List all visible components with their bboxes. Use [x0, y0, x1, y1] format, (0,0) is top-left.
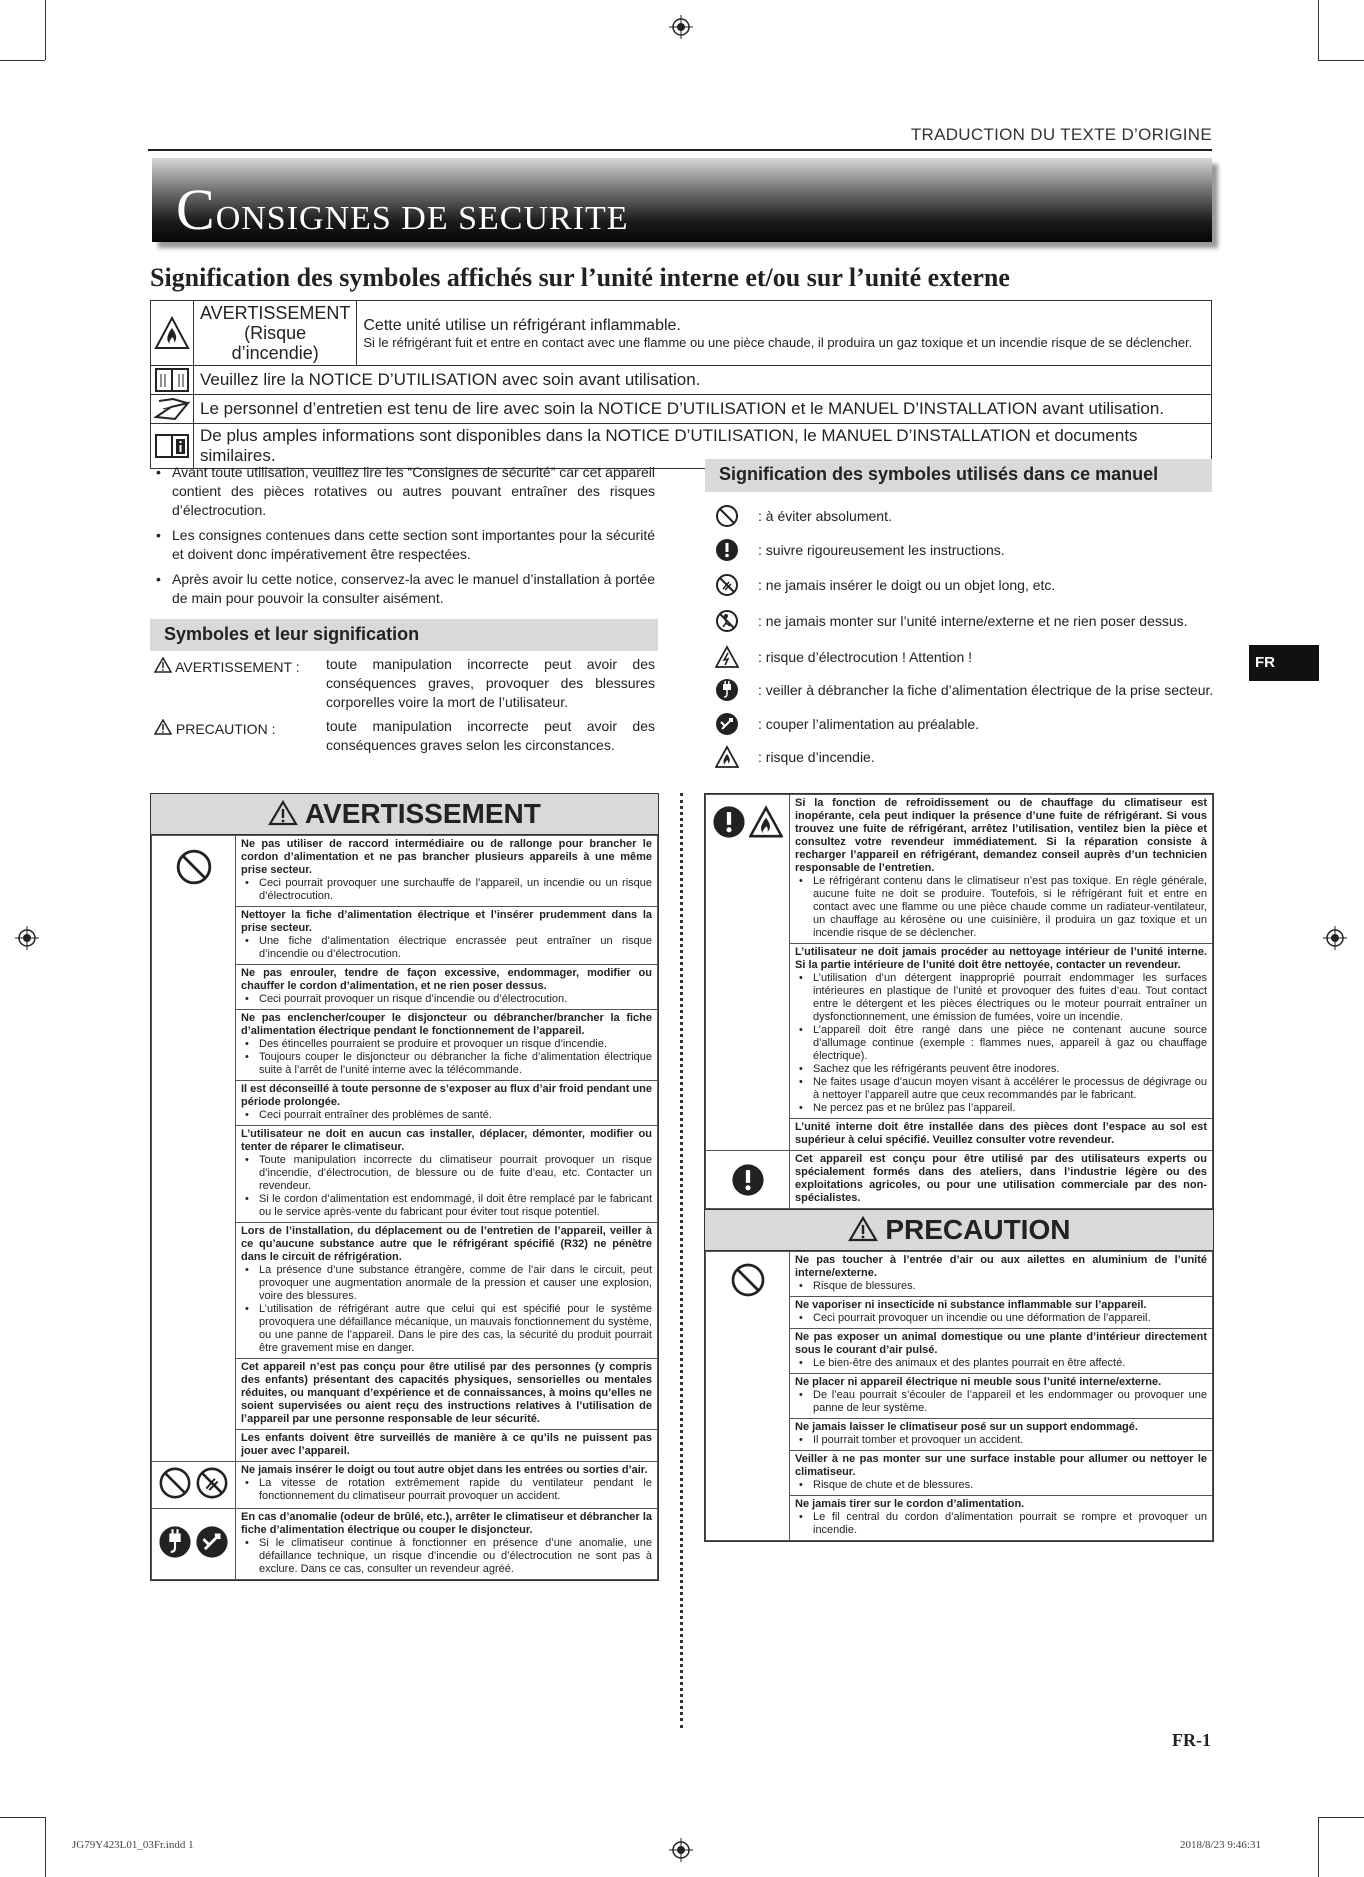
warning-sublabel: (Risque d’incendie): [231, 323, 319, 363]
manual-symbol-text: : veiller à débrancher la fiche d’alimentation électrique de la prise secteur.: [758, 682, 1214, 698]
prohibited-icon: [175, 848, 213, 886]
list-item: • Si le cordon d’alimentation est endommagé, il doit être remplacé par le fabricant ou le service après-vente du fabricant pour éviter tout risque potentiel.: [259, 1193, 652, 1219]
table-cell: [151, 395, 194, 424]
manual-symbol-text: : à éviter absolument.: [758, 508, 892, 524]
caution-symbol-label: [154, 719, 275, 737]
warning-heading: En cas d’anomalie (odeur de brûlé, etc.), arrêter le climatiseur et débrancher la fiche d’alimentation électrique ou couper le disjoncteur.: [241, 1511, 652, 1536]
footer-timestamp: 2018/8/23 9:46:31: [1180, 1839, 1261, 1851]
warning-table: [151, 835, 658, 1580]
caution-heading: Ne pas toucher à l’entrée d’air ou aux ailettes en aluminium de l’unité interne/externe.: [795, 1254, 1207, 1279]
table-row: [706, 1252, 1213, 1297]
no-climbing-icon: [715, 609, 739, 633]
warning-symbol-label: [154, 657, 300, 675]
unplug-icon: [715, 678, 739, 702]
list-item: • Le réfrigérant contenu dans le climatiseur n’est pas toxique. En règle générale, aucune fuite ne doit se produire. Toutefois, si le réfrigérant fuit et entre en contact avec une flamme ou une pièce chaude comme un radiateur-ventilateur, un chauffage au kérosène ou une cuisinière, il produira un gaz toxique et un incendie risque de se déclencher.: [813, 875, 1207, 940]
table-cell: [357, 301, 1212, 366]
list-item: • Les consignes contenues dans cette section sont importantes pour la sécurité et doivent donc impérativement être respectées.: [172, 526, 655, 564]
warning-label: AVERTISSEMENT: [200, 303, 351, 323]
warning-heading: Cet appareil n’est pas conçu pour être utilisé par des personnes (y compris des enfants) présentant des capacités physiques, sensorielles ou mentales réduites, ou manquant d’expérience et de connaissances, à moins qu’elles ne soient supervisées ou aient reçu des instructions relatives à l’utilisation de l’appareil par une personne responsable de leur sécurité.: [241, 1361, 652, 1425]
unplug-icon: [158, 1525, 192, 1559]
warning-box-header: [151, 794, 658, 835]
manual-symbol-text: : risque d’incendie.: [758, 749, 875, 765]
warning-box-continued: [704, 793, 1214, 1542]
row-text: Le personnel d’entretien est tenu de lire avec soin la NOTICE D’UTILISATION et le MANUEL D’INSTALLATION avant utilisation.: [194, 395, 1212, 424]
info-manual-icon: [153, 432, 191, 460]
manual-symbol-text: : risque d’électrocution ! Attention !: [758, 649, 973, 665]
caution-label-text: PRECAUTION :: [175, 721, 276, 737]
manual-symbol-text: : ne jamais monter sur l’unité interne/externe et ne rien poser dessus.: [758, 613, 1188, 629]
table-row: [151, 395, 1212, 424]
warning-text: Cette unité utilise un réfrigérant inflammable.: [363, 316, 681, 334]
warning-triangle-icon: [154, 657, 172, 673]
language-tab[interactable]: FR: [1249, 645, 1319, 681]
warning-heading: Ne jamais insérer le doigt ou tout autre objet dans les entrées ou sorties d’air.: [241, 1464, 648, 1476]
manual-symbol-text: : ne jamais insérer le doigt ou un objet long, etc.: [758, 577, 1056, 593]
table-cell: [790, 944, 1213, 1119]
mandatory-icon: [731, 1163, 765, 1197]
table-cell: [706, 795, 790, 1151]
list-item: • Une fiche d’alimentation électrique encrassée peut entraîner un risque d’incendie ou d’électrocution.: [259, 935, 652, 961]
list-item: • Ceci pourrait provoquer un incendie ou une déformation de l’appareil.: [813, 1312, 1207, 1325]
registration-mark-icon: [669, 1838, 693, 1862]
warning-heading: L’utilisateur ne doit en aucun cas installer, déplacer, démonter, modifier ou tenter de réparer le climatiseur.: [241, 1128, 652, 1153]
warning-heading: Ne pas enrouler, tendre de façon excessive, endommager, modifier ou chauffer le cordon d’alimentation, et ne rien poser dessus.: [241, 967, 652, 992]
page-title-initial: C: [176, 177, 216, 242]
table-cell: [790, 1119, 1213, 1151]
no-finger-insert-icon: [715, 573, 739, 597]
table-cell: [236, 907, 658, 965]
table-cell: [236, 1430, 658, 1462]
warning-detail: Si le réfrigérant fuit et entre en contact avec une flamme ou une pièce chaude, il produira un gaz toxique et un incendie risque de se déclencher.: [363, 334, 1193, 350]
intro-list: [150, 463, 655, 614]
table-cell: [790, 1329, 1213, 1374]
warning-triangle-icon: [268, 800, 298, 826]
list-item: • Le bien-être des animaux et des plantes pourrait en être affecté.: [813, 1357, 1207, 1370]
warning-heading: Ne pas enclencher/couper le disjoncteur ou débrancher/brancher la fiche d’alimentation électrique pendant le fonctionnement de l’appareil.: [241, 1012, 652, 1037]
table-cell: [790, 1297, 1213, 1329]
table-cell: [151, 366, 194, 395]
list-item: • La présence d’une substance étrangère, comme de l’air dans le circuit, peut provoquer une augmentation anormale de la pression et causer une explosion, voire des blessures.: [259, 1264, 652, 1303]
caution-heading: Ne jamais tirer sur le cordon d’alimentation.: [795, 1498, 1025, 1510]
manual-symbols-heading: Signification des symboles utilisés dans ce manuel: [705, 459, 1212, 492]
list-item: • La vitesse de rotation extrêmement rapide du ventilateur pendant le fonctionnement du climatiseur pourrait provoquer un accident.: [259, 1477, 652, 1503]
crop-mark: [1318, 60, 1364, 61]
list-item: • Risque de blessures.: [813, 1280, 1207, 1293]
page-number: FR-1: [1172, 1730, 1211, 1750]
power-off-icon: [715, 712, 739, 736]
page-title: [176, 176, 629, 243]
warning-table: [705, 794, 1213, 1209]
table-cell: [790, 1496, 1213, 1541]
warning-heading: Il est déconseillé à toute personne de s’exposer au flux d’air froid pendant une période prolongée.: [241, 1083, 652, 1108]
symbols-heading: Symboles et leur signification: [150, 619, 658, 651]
list-item: • Le fil central du cordon d’alimentation pourrait se rompre et provoquer un incendie.: [813, 1511, 1207, 1537]
registration-mark-icon: [1323, 926, 1347, 950]
caution-description: toute manipulation incorrecte peut avoir des conséquences graves selon les circonstances.: [326, 718, 655, 753]
list-item: • Ne faites usage d’aucun moyen visant à accélérer le processus de dégivrage ou à nettoyer l’appareil autre que ceux recommandés par le fabricant.: [813, 1076, 1207, 1102]
list-item: • Toute manipulation incorrecte du climatiseur pourrait provoquer un risque d’incendie, d’électrocution, de blessure ou de fuite d’eau, etc. Contacter un revendeur.: [259, 1154, 652, 1193]
fire-risk-icon: [715, 745, 739, 769]
footer-filename: JG79Y423L01_03Fr.indd 1: [72, 1839, 194, 1851]
manual-symbol-text: : suivre rigoureusement les instructions.: [758, 542, 1005, 558]
fire-warning-icon: [154, 316, 190, 350]
list-item: • Après avoir lu cette notice, conservez-la avec le manuel d’installation à portée de main pour pouvoir la consulter aisément.: [172, 570, 655, 608]
table-cell: [152, 836, 236, 1462]
warning-heading: Lors de l’installation, du déplacement ou de l’entretien de l’appareil, veiller à ce qu’aucune substance autre que le réfrigérant spécifié (R32) ne pénètre dans le circuit de réfrigération.: [241, 1225, 652, 1263]
table-cell: [790, 1374, 1213, 1419]
table-cell: [236, 1081, 658, 1126]
power-off-icon: [195, 1525, 229, 1559]
list-item: • Risque de chute et de blessures.: [813, 1479, 1207, 1492]
list-item: • L’utilisation de réfrigérant autre que celui qui est spécifié pour le système provoquera une défaillance mécanique, un mauvais fonctionnement du système, ou une panne de l’appareil. Dans le pire des cas, la sécurité du produit pourrait être gravement mise en danger.: [259, 1303, 652, 1355]
list-item: • L’appareil doit être rangé dans une pièce ne contenant aucune source d’allumage continue (exemple : flammes nues, appareil à gaz ou chauffage électrique).: [813, 1024, 1207, 1063]
table-cell: [706, 1252, 790, 1541]
crop-mark: [1318, 0, 1319, 60]
caution-box-title: PRECAUTION: [885, 1214, 1071, 1245]
warning-heading: Ne pas utiliser de raccord intermédiaire ou de rallonge pour brancher le cordon d’alimentation et ne pas brancher plusieurs appareils à une même prise secteur.: [241, 838, 652, 876]
book-icon: [153, 366, 191, 394]
section-title: Signification des symboles affichés sur l’unité interne et/ou sur l’unité externe: [150, 263, 1010, 292]
caution-heading: Ne placer ni appareil électrique ni meuble sous l’unité interne/externe.: [795, 1376, 1162, 1388]
table-cell: [152, 1509, 236, 1580]
table-cell: [236, 965, 658, 1010]
list-item: • Avant toute utilisation, veuillez lire les “Consignes de sécurité” car cet appareil contient des pièces rotatives ou autres pouvant entraîner des risques d’électrocution.: [172, 463, 655, 520]
table-row: [152, 836, 658, 907]
list-item: • Sachez que les réfrigérants peuvent être inodores.: [813, 1063, 1207, 1076]
warning-heading: Nettoyer la fiche d’alimentation électrique et l’insérer prudemment dans la prise secteur.: [241, 909, 652, 934]
header-rule: [148, 149, 1212, 151]
table-row: [706, 795, 1213, 944]
prohibited-icon: [158, 1466, 192, 1500]
warning-heading: L’utilisateur ne doit jamais procéder au nettoyage intérieur de l’unité interne. Si la partie intérieure de l’unité doit être nettoyée, contacter un revendeur.: [795, 946, 1207, 971]
table-row: [151, 366, 1212, 395]
crop-mark: [45, 1817, 46, 1877]
table-cell: [790, 1419, 1213, 1451]
crop-mark: [0, 1817, 45, 1818]
row-text: De plus amples informations sont disponibles dans la NOTICE D’UTILISATION, le MANUEL D’INSTALLATION et documents similaires.: [194, 424, 1212, 469]
list-item: • Ceci pourrait entraîner des problèmes de santé.: [259, 1109, 652, 1122]
caution-box-header: [705, 1209, 1213, 1251]
caution-heading: Veiller à ne pas monter sur une surface instable pour allumer ou nettoyer le climatiseur.: [795, 1453, 1207, 1478]
electric-shock-icon: [715, 645, 739, 669]
table-cell: [236, 836, 658, 907]
table-cell: [236, 1359, 658, 1430]
table-row: [706, 1151, 1213, 1209]
crop-mark: [1318, 1817, 1319, 1877]
warning-heading: L’unité interne doit être installée dans des pièces dont l’espace au sol est supérieur à celui spécifié. Veuillez consulter votre revendeur.: [795, 1121, 1207, 1146]
caution-heading: Ne jamais laisser le climatiseur posé sur un support endommagé.: [795, 1421, 1138, 1433]
table-cell: [236, 1010, 658, 1081]
warning-heading: Les enfants doivent être surveillés de manière à ce qu’ils ne puissent pas jouer avec l’appareil.: [241, 1432, 652, 1457]
row-text: Veuillez lire la NOTICE D’UTILISATION avec soin avant utilisation.: [194, 366, 1212, 395]
mandatory-icon: [712, 805, 746, 839]
column-divider: [680, 793, 683, 1728]
table-cell: [790, 1151, 1213, 1209]
service-manual-icon: [153, 395, 191, 423]
warning-description: toute manipulation incorrecte peut avoir des conséquences graves, provoquer des blessures corporelles voire la mort de l’utilisateur.: [326, 656, 655, 710]
list-item: • Il pourrait tomber et provoquer un accident.: [813, 1434, 1207, 1447]
warning-heading: Si la fonction de refroidissement ou de chauffage du climatiseur est inopérante, cela peut indiquer la présence d’une fuite de réfrigérant. Si vous trouvez une fuite de réfrigérant, arrêtez l’utilisation, ventilez bien la pièce et consultez votre revendeur immédiatement. Si la réparation consiste à recharger l’appareil en réfrigérant, demandez conseil auprès d’un technicien responsable de l’entretien.: [795, 797, 1207, 874]
warning-heading: Cet appareil est conçu pour être utilisé par des utilisateurs experts ou spécialement formés dans des ateliers, dans l’industrie légère ou des exploitations agricoles, ou pour une utilisation commerciale par des non-spécialistes.: [795, 1153, 1207, 1204]
table-cell: [236, 1223, 658, 1359]
table-cell: [194, 301, 357, 366]
crop-mark: [1318, 1817, 1364, 1818]
caution-table: [705, 1251, 1213, 1541]
table-row: [152, 1462, 658, 1509]
prohibited-icon: [715, 504, 739, 528]
table-cell: [236, 1462, 658, 1509]
unit-symbol-table: [150, 300, 1212, 469]
warning-label-text: AVERTISSEMENT :: [175, 659, 300, 675]
list-item: • Ceci pourrait provoquer une surchauffe de l’appareil, un incendie ou un risque d’électrocution.: [259, 877, 652, 903]
registration-mark-icon: [15, 926, 39, 950]
list-item: • L’utilisation d’un détergent inapproprié pourrait endommager les surfaces intérieures en plastique de l’unité et provoquer des fuites d’eau. Tout contact entre le détergent et les pièces électriques ou le moteur pourrait entraîner un dysfonctionnement, une émission de fumées, voire un incendie.: [813, 972, 1207, 1024]
mandatory-icon: [715, 538, 739, 562]
table-cell: [236, 1126, 658, 1223]
table-row: [152, 1509, 658, 1580]
warning-box: [150, 793, 659, 1581]
table-row: [151, 301, 1212, 366]
page-title-rest: ONSIGNES DE SECURITE: [215, 200, 629, 237]
table-cell: [152, 1462, 236, 1509]
fire-risk-icon: [749, 805, 783, 839]
warning-box-title: AVERTISSEMENT: [304, 798, 541, 829]
table-cell: [790, 795, 1213, 944]
crop-mark: [45, 0, 46, 60]
table-cell: [790, 1451, 1213, 1496]
crop-mark: [0, 60, 45, 61]
prohibited-icon: [730, 1262, 766, 1298]
manual-symbol-text: : couper l’alimentation au préalable.: [758, 716, 980, 732]
table-cell: [151, 424, 194, 469]
table-cell: [790, 1252, 1213, 1297]
list-item: • Si le climatiseur continue à fonctionner en présence d’une anomalie, une défaillance technique, un risque d’incendie ou d’électrocution ne sont pas à exclure. Dans ce cas, consulter un revendeur agréé.: [259, 1537, 652, 1576]
list-item: • Toujours couper le disjoncteur ou débrancher la fiche d’alimentation électrique suite à l’arrêt de l’unité interne avec la télécommande.: [259, 1051, 652, 1077]
registration-mark-icon: [669, 15, 693, 39]
caution-heading: Ne vaporiser ni insecticide ni substance inflammable sur l’appareil.: [795, 1299, 1147, 1311]
table-cell: [706, 1151, 790, 1209]
warning-triangle-icon: [154, 719, 172, 735]
table-cell: [151, 301, 194, 366]
list-item: • Des étincelles pourraient se produire et provoquer un risque d’incendie.: [259, 1038, 652, 1051]
caution-heading: Ne pas exposer un animal domestique ou une plante d’intérieur directement sous le courant d’air pulsé.: [795, 1331, 1207, 1356]
list-item: • Ne percez pas et ne brûlez pas l’appareil.: [813, 1102, 1207, 1115]
translation-note: TRADUCTION DU TEXTE D’ORIGINE: [910, 125, 1212, 144]
warning-triangle-icon: [848, 1216, 878, 1242]
list-item: • De l’eau pourrait s’écouler de l’appareil et les endommager ou provoquer une panne de leur système.: [813, 1389, 1207, 1415]
no-finger-insert-icon: [195, 1466, 229, 1500]
list-item: • Ceci pourrait provoquer un risque d’incendie ou d’électrocution.: [259, 993, 652, 1006]
table-cell: [236, 1509, 658, 1580]
